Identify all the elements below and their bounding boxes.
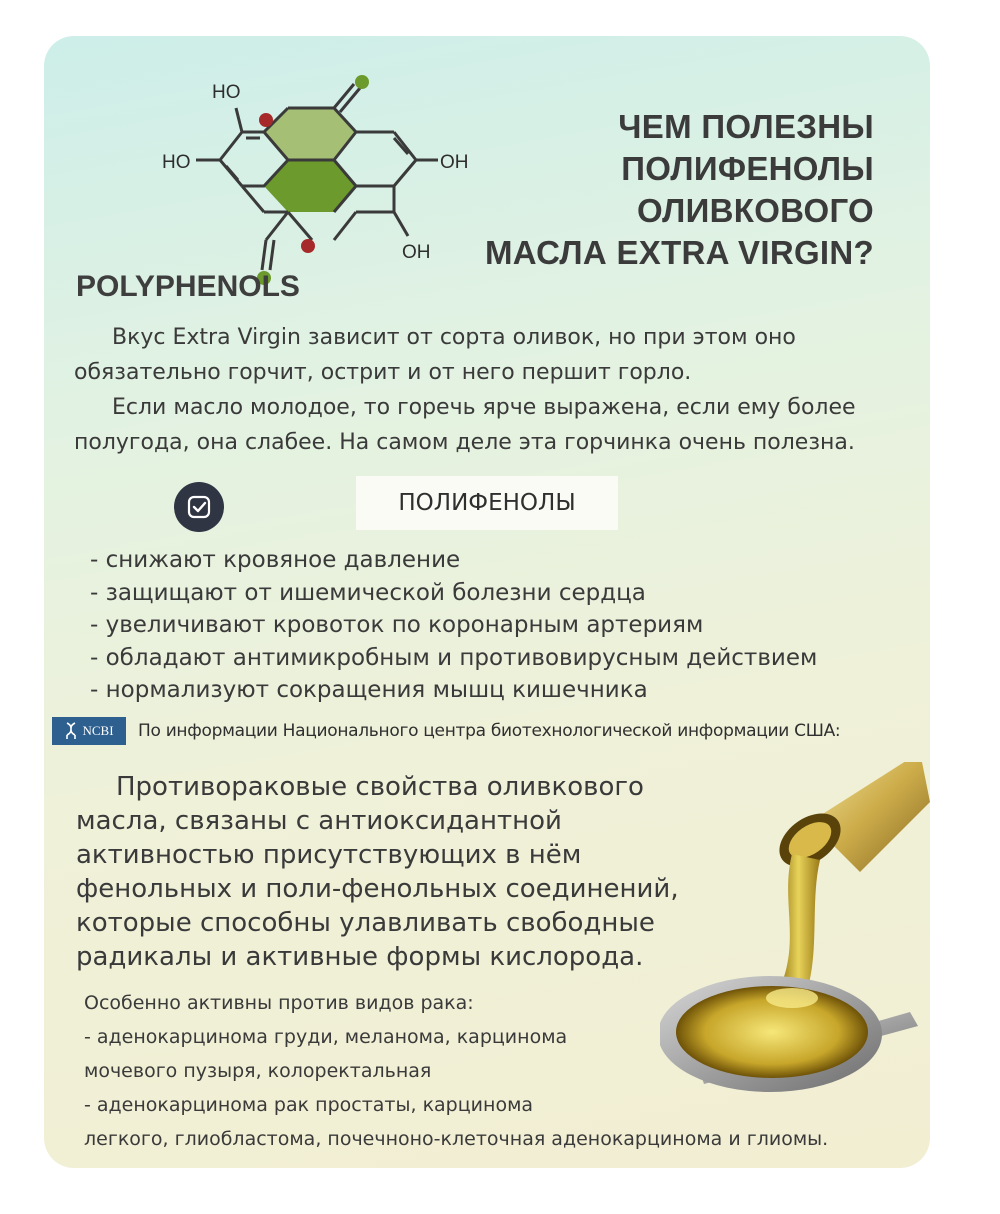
benefit-item: - обладают антимикробным и противовирусным действием (90, 644, 818, 671)
title-line: ОЛИВКОВОГО (637, 192, 874, 229)
benefits-list (90, 544, 817, 707)
oxygen-atom-bottom (301, 239, 315, 253)
benefit-item: - снижают кровяное давление (90, 547, 461, 573)
dna-icon (64, 722, 78, 740)
anticancer-paragraph (76, 770, 696, 974)
label-oh-bottom: OH (402, 242, 431, 263)
ncbi-source (52, 717, 840, 745)
page-title (454, 106, 874, 274)
benefit-item: - нормализуют сокращения мышц кишечника (90, 677, 648, 703)
ncbi-logo (52, 717, 126, 745)
label-oh-right: OH (440, 152, 469, 173)
label-ho-top: HO (212, 82, 241, 103)
polyphenols-heading-box: ПОЛИФЕНОЛЫ (356, 476, 618, 530)
intro-paragraph: Вкус Extra Virgin зависит от сорта оливок, но при этом оно обязательно горчит, острит и от него першит горло. (74, 325, 796, 385)
oxygen-atom-carbonyl-top (355, 75, 369, 89)
check-square-icon (186, 494, 212, 520)
ncbi-logo-text: NCBI (82, 723, 114, 738)
intro-paragraph: Если масло молодое, то горечь ярче выражена, если ему более полугода, она слабее. На самом деле эта горчинка очень полезна. (74, 395, 856, 455)
ncbi-caption: По информации Национального центра биотехнологической информации США: (138, 721, 841, 741)
infographic-card (44, 36, 930, 1168)
label-ho-left: HO (162, 152, 191, 173)
intro-text (74, 320, 914, 460)
cancer-line: мочевого пузыря, колоректальная (84, 1060, 432, 1082)
anticancer-text: Противораковые свойства оливкового масла, связаны с антиоксидантной активностью присутствующих в нём фенольных и поли-фенольных соединений, которые способны улавливать свободные радикалы и активные формы кислорода. (76, 772, 679, 972)
olive-oil-pour-image (660, 762, 930, 1114)
cancer-line: Особенно активны против видов рака: (84, 992, 474, 1014)
title-line: МАСЛА EXTRA VIRGIN? (485, 234, 874, 271)
title-line: ПОЛИФЕНОЛЫ (621, 150, 874, 187)
cancer-line: - аденокарцинома рак простаты, карцинома (84, 1094, 534, 1116)
cancer-line: легкого, глиобластома, почечноно-клеточная аденокарцинома и глиомы. (84, 1128, 829, 1150)
benefit-item: - защищают от ишемической болезни сердца (90, 579, 646, 606)
polyphenols-label: POLYPHENOLS (76, 270, 300, 303)
title-line: ЧЕМ ПОЛЕЗНЫ (618, 108, 874, 145)
cancer-line: - аденокарцинома груди, меланома, карцинома (84, 1026, 568, 1048)
check-badge (174, 482, 224, 532)
oxygen-atom-top (259, 113, 273, 127)
benefit-item: - увеличивают кровоток по коронарным артериям (90, 612, 704, 638)
